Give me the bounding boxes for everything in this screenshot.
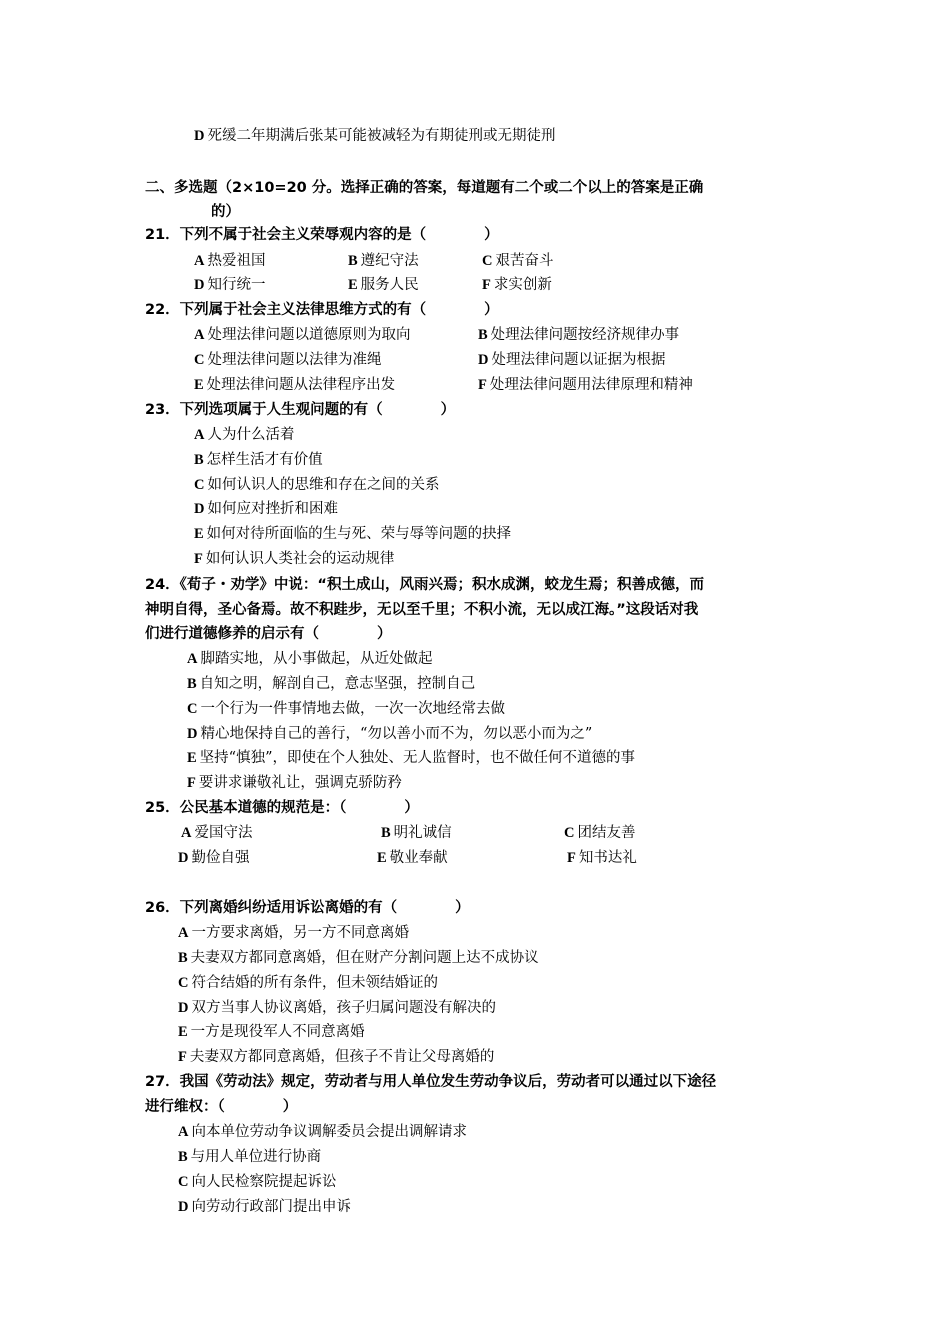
option-label: B xyxy=(381,825,391,841)
option-text: 如何应对挫折和困难 xyxy=(207,501,338,517)
option-label: C xyxy=(482,253,493,269)
option-label: B xyxy=(178,950,188,966)
option-d-top xyxy=(194,126,555,146)
question-24-stem: 24．《荀子・劝学》中说：“积土成山，风雨兴焉；积水成渊，蛟龙生焉；积善成德，而 xyxy=(145,577,704,593)
option-text: 双方当事人协议离婚，孩子归属问题没有解决的 xyxy=(191,1000,496,1016)
section-title-cont: 的） xyxy=(211,204,240,220)
q26-option-f xyxy=(178,1047,494,1067)
option-label: D xyxy=(178,1000,189,1016)
q26-option-b xyxy=(178,948,539,968)
option-text: 要讲求谦敬礼让，强调克骄防矜 xyxy=(198,775,402,791)
option-text: 自知之明，解剖自己，意志坚强，控制自己 xyxy=(199,676,476,692)
q25-option-f xyxy=(567,848,637,868)
q22-option-b xyxy=(478,325,679,345)
q21-option-a xyxy=(194,251,265,271)
q22-option-f xyxy=(478,375,693,395)
option-text: 处理法律问题以证据为根据 xyxy=(491,352,666,368)
question-21-stem: 21．下列不属于社会主义荣辱观内容的是（ ） xyxy=(145,227,499,243)
option-text: 处理法律问题按经济规律办事 xyxy=(490,327,680,343)
q24-option-f xyxy=(187,773,402,793)
option-label: E xyxy=(187,750,197,766)
option-label: D xyxy=(194,501,205,517)
q23-option-a xyxy=(194,425,294,445)
q22-option-d xyxy=(478,350,665,370)
q21-option-e xyxy=(348,275,419,295)
q24-option-a xyxy=(187,649,432,669)
q27-option-a xyxy=(178,1122,467,1142)
option-label: B xyxy=(194,452,204,468)
option-label: F xyxy=(178,1049,187,1065)
option-text: 精心地保持自己的善行，“勿以善小而不为，勿以恶小而为之” xyxy=(200,726,593,742)
question-26-stem: 26．下列离婚纠纷适用诉讼离婚的有（ ） xyxy=(145,900,470,916)
option-text: 明礼诚信 xyxy=(393,825,452,841)
q23-option-c xyxy=(194,475,439,495)
option-text: 如何认识人的思维和存在之间的关系 xyxy=(207,477,440,493)
option-label: F xyxy=(482,277,491,293)
option-text: 如何对待所面临的生与死、荣与辱等问题的抉择 xyxy=(206,526,512,542)
option-label: D xyxy=(178,850,189,866)
q27-option-d xyxy=(178,1197,351,1217)
question-22-stem: 22．下列属于社会主义法律思维方式的有（ ） xyxy=(145,302,499,318)
option-label: D xyxy=(194,277,205,293)
option-text: 处理法律问题从法律程序出发 xyxy=(206,377,396,393)
option-label: C xyxy=(187,701,198,717)
option-label: E xyxy=(348,277,358,293)
question-27-stem-cont: 进行维权：（ ） xyxy=(145,1099,298,1115)
option-text: 夫妻双方都同意离婚，但孩子不肯让父母离婚的 xyxy=(189,1049,495,1065)
option-label: E xyxy=(194,526,204,542)
option-label: A xyxy=(194,427,205,443)
option-label: E xyxy=(377,850,387,866)
option-label: A xyxy=(178,1124,189,1140)
option-text: 艰苦奋斗 xyxy=(495,253,554,269)
question-25-stem: 25．公民基本道德的规范是：（ ） xyxy=(145,800,419,816)
option-label: F xyxy=(567,850,576,866)
q23-option-b xyxy=(194,450,323,470)
question-27-stem: 27．我国《劳动法》规定，劳动者与用人单位发生劳动争议后，劳动者可以通过以下途径 xyxy=(145,1074,717,1090)
option-text: 热爱祖国 xyxy=(207,253,266,269)
option-text: 处理法律问题用法律原理和精神 xyxy=(489,377,693,393)
q26-option-c xyxy=(178,973,438,993)
option-text: 知行统一 xyxy=(207,277,266,293)
option-text: 处理法律问题以法律为准绳 xyxy=(207,352,382,368)
question-24-stem-cont2: 们进行道德修养的启示有（ ） xyxy=(145,626,392,642)
option-text: 坚持“慎独”，即使在个人独处、无人监督时，也不做任何不道德的事 xyxy=(199,750,635,766)
option-text: 遵纪守法 xyxy=(360,253,419,269)
option-label: B xyxy=(348,253,358,269)
option-label: C xyxy=(194,352,205,368)
q24-option-d xyxy=(187,724,592,744)
q27-option-c xyxy=(178,1172,336,1192)
q25-option-b xyxy=(381,823,452,843)
option-label: F xyxy=(187,775,196,791)
q21-option-b xyxy=(348,251,419,271)
option-text: 夫妻双方都同意离婚，但在财产分割问题上达不成协议 xyxy=(190,950,539,966)
option-text: 一个行为一件事情地去做，一次一次地经常去做 xyxy=(200,701,505,717)
option-text: 一方是现役军人不同意离婚 xyxy=(190,1024,365,1040)
option-text: 敬业奉献 xyxy=(389,850,448,866)
q25-option-e xyxy=(377,848,448,868)
question-23-stem: 23．下列选项属于人生观问题的有（ ） xyxy=(145,402,456,418)
option-text: 向人民检察院提起诉讼 xyxy=(191,1174,337,1190)
option-label: B xyxy=(478,327,488,343)
option-text: 与用人单位进行协商 xyxy=(190,1149,322,1165)
option-text: 向本单位劳动争议调解委员会提出调解请求 xyxy=(191,1124,467,1140)
q22-option-e xyxy=(194,375,395,395)
q24-option-c xyxy=(187,699,505,719)
option-text: 求实创新 xyxy=(493,277,552,293)
option-label: A xyxy=(178,925,189,941)
option-label: C xyxy=(178,975,189,991)
option-text: 知书达礼 xyxy=(578,850,637,866)
q26-option-d xyxy=(178,998,496,1018)
q23-option-e xyxy=(194,524,511,544)
option-label: D xyxy=(187,726,198,742)
option-text: 向劳动行政部门提出申诉 xyxy=(191,1199,351,1215)
option-text: 服务人民 xyxy=(360,277,419,293)
q21-option-f xyxy=(482,275,552,295)
option-text: 人为什么活着 xyxy=(207,427,295,443)
q22-option-a xyxy=(194,325,410,345)
option-text: 如何认识人类社会的运动规律 xyxy=(205,551,395,567)
option-label: C xyxy=(178,1174,189,1190)
q25-option-c xyxy=(564,823,635,843)
q24-option-b xyxy=(187,674,475,694)
q26-option-e xyxy=(178,1022,365,1042)
option-label: E xyxy=(194,377,204,393)
option-text: 处理法律问题以道德原则为取向 xyxy=(207,327,411,343)
q27-option-b xyxy=(178,1147,321,1167)
q21-option-d xyxy=(194,275,265,295)
option-label: F xyxy=(194,551,203,567)
option-label: D xyxy=(178,1199,189,1215)
option-label: F xyxy=(478,377,487,393)
option-label: D xyxy=(194,128,205,144)
q25-option-a xyxy=(181,823,252,843)
option-text: 勤俭自强 xyxy=(191,850,250,866)
option-label: A xyxy=(187,651,198,667)
q22-option-c xyxy=(194,350,381,370)
q26-option-a xyxy=(178,923,409,943)
option-text: 爱国守法 xyxy=(194,825,253,841)
option-label: B xyxy=(187,676,197,692)
option-text: 一方要求离婚，另一方不同意离婚 xyxy=(191,925,409,941)
option-text: 死缓二年期满后张某可能被减轻为有期徒刑或无期徒刑 xyxy=(207,128,556,144)
q23-option-d xyxy=(194,499,338,519)
option-label: A xyxy=(181,825,192,841)
question-24-stem-cont: 神明自得，圣心备焉。故不积跬步，无以至千里；不积小流，无以成江海。”这段话对我 xyxy=(145,602,699,618)
option-text: 符合结婚的所有条件，但未领结婚证的 xyxy=(191,975,438,991)
option-label: D xyxy=(478,352,489,368)
option-label: B xyxy=(178,1149,188,1165)
q21-option-c xyxy=(482,251,553,271)
option-label: C xyxy=(564,825,575,841)
section-title: 二、多选题（2×10=20 分。选择正确的答案，每道题有二个或二个以上的答案是正确 xyxy=(145,180,704,196)
option-text: 团结友善 xyxy=(577,825,636,841)
option-text: 脚踏实地，从小事做起，从近处做起 xyxy=(200,651,433,667)
option-label: C xyxy=(194,477,205,493)
q23-option-f xyxy=(194,549,394,569)
option-label: E xyxy=(178,1024,188,1040)
option-label: A xyxy=(194,253,205,269)
q24-option-e xyxy=(187,748,635,768)
option-text: 怎样生活才有价值 xyxy=(206,452,323,468)
option-label: A xyxy=(194,327,205,343)
q25-option-d xyxy=(178,848,249,868)
